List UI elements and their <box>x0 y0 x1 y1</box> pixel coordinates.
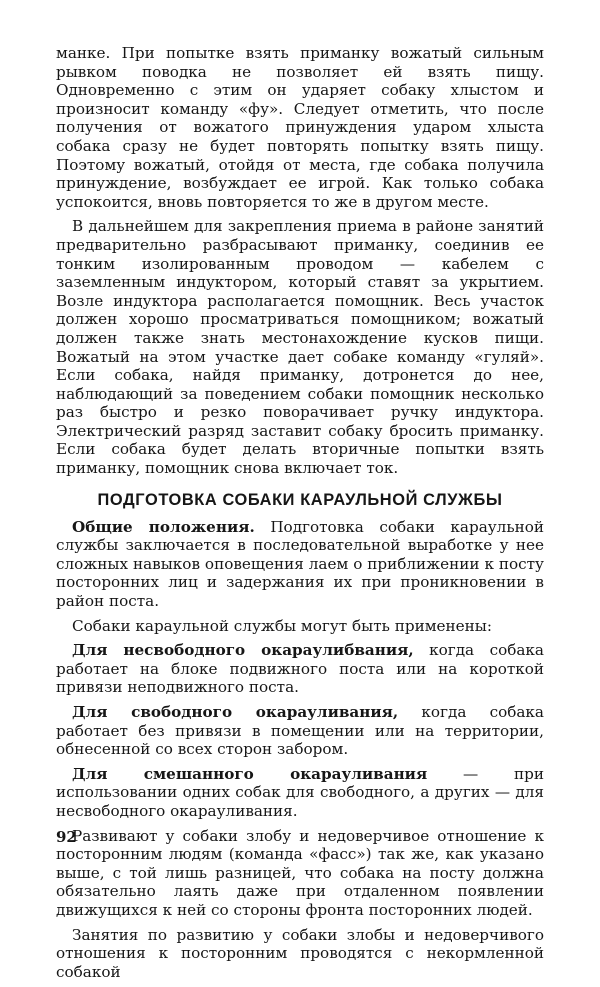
paragraph-1-text: манке. При попытке взять приманку вожатый сильным рывком поводка не позволяет ей взять пищу. Одновременно с этим он ударяет собаку хлыстом и произносит команду «фу». Следует отметить, что после получения от вожатого принуждения ударом хлыста собака сразу не будет повторять попытку взять пищу. Поэтому вожатый, отойдя от места, где собака получила принуждение, возбуждает ее игрой. Как только собака успокоится, вновь повторяется то же в другом месте. <box>56 44 544 211</box>
text-training: Занятия по развитию у собаки злобы и недоверчивого отношения к посторонним проводятся с некормленной собакой <box>56 925 544 981</box>
paragraph-1 <box>56 44 544 211</box>
section-paragraph-free <box>56 703 544 759</box>
page-number: 92 <box>56 828 77 846</box>
lead-mixed: Для смешанного окарауливания <box>72 764 428 783</box>
text-anger: Развивают у собаки злобу и недоверчивое отношение к посторонним людям (команда «фасс») так же, как указано выше, с той лишь разницей, что собака на посту должна обязательно лаять даже при отдаленном появлении движущихся к ней со стороны фронта посторонних людей. <box>56 826 544 919</box>
section-paragraph-training <box>56 926 544 982</box>
section-heading: ПОДГОТОВКА СОБАКИ КАРАУЛЬНОЙ СЛУЖБЫ <box>97 490 503 509</box>
lead-non-free: Для несвободного окараулибвания, <box>72 641 414 660</box>
section-paragraph-mixed <box>56 765 544 821</box>
text-mixed: — при использовании одних собак для свободного, а других — для несвободного окарауливания. <box>56 764 544 820</box>
section-paragraph-general <box>56 518 544 611</box>
text-usage: Собаки караульной службы могут быть применены: <box>72 616 492 635</box>
section-paragraph-usage <box>56 617 544 636</box>
lead-general: Общие положения. <box>72 517 255 536</box>
section-paragraph-anger <box>56 827 544 920</box>
paragraph-2 <box>56 217 544 477</box>
lead-free: Для свободного окарауливания, <box>72 703 399 721</box>
section-paragraph-non-free <box>56 641 544 697</box>
text-non-free: когда собака работает на блоке подвижного поста или на короткой привязи неподвижного поста. <box>56 641 544 697</box>
text-free: когда собака работает без привязи в помещении или на территории, обнесенной со всех сторон забором. <box>56 703 544 759</box>
text-general: Подготовка собаки караульной службы заключается в последовательной выработке у нее сложных навыков оповещения лаем о приближении к посту посторонних лиц и задержания их при проникновении в район поста. <box>56 517 544 611</box>
paragraph-2-text: В дальнейшем для закрепления приема в районе занятий предварительно разбрасывают приманку, соединив ее тонким изолированным проводом — кабелем с заземленным индуктором, который ставят за укрытием. Возле индуктора располагается помощник. Весь участок должен хорошо просматриваться помощником; вожатый должен также знать местонахождение кусков пищи. Вожатый на этом участке дает собаке команду «гуляй». Если собака, найдя приманку, дотронется до нее, наблюдающий за поведением собаки помощник несколько раз быстро и резко поворачивает ручку индуктора. Электрический разряд заставит собаку бросить приманку. Если собака будет делать вторичные попытки взять приманку, помощник снова включает ток. <box>56 217 544 478</box>
page-body <box>56 44 544 987</box>
